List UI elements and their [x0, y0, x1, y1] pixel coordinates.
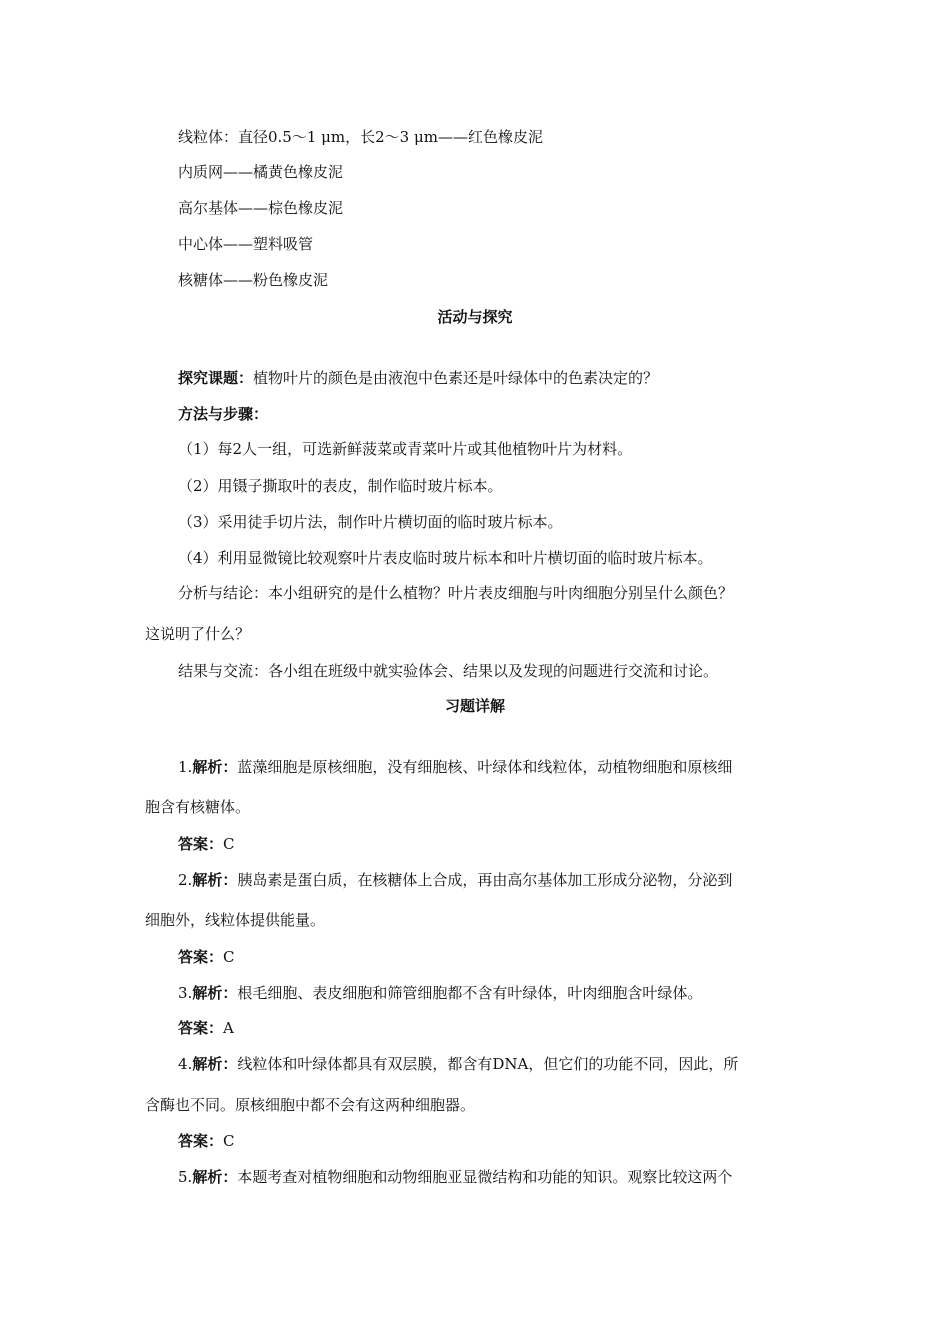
research-topic	[178, 368, 658, 388]
model-ribosome: 核糖体——粉色橡皮泥	[178, 271, 329, 289]
analysis-line-2: 这说明了什么？	[145, 625, 251, 643]
step-4: （4）利用显微镜比较观察叶片表皮临时玻片标本和叶片横切面的临时玻片标本。	[178, 549, 713, 567]
method-label: 方法与步骤：	[178, 405, 269, 423]
model-centrosome: 中心体——塑料吸管	[178, 235, 314, 253]
exercise-3-answer: 答案：A	[178, 1019, 234, 1037]
exercise-2-analysis: 2.解析：胰岛素是蛋白质，在核糖体上合成，再由高尔基体加工形成分泌物，分泌到	[178, 871, 733, 889]
exercise-1-analysis-cont: 胞含有核糖体。	[145, 798, 251, 816]
exercise-4-analysis: 4.解析：线粒体和叶绿体都具有双层膜，都含有DNA，但它们的功能不同，因此，所	[178, 1055, 739, 1073]
exercise-2-answer: 答案：C	[178, 948, 235, 966]
exercise-2-analysis-cont: 细胞外，线粒体提供能量。	[145, 911, 326, 929]
model-golgi: 高尔基体——棕色橡皮泥	[178, 199, 344, 217]
exercises-heading: 习题详解	[444, 697, 505, 715]
topic-text: 植物叶片的颜色是由液泡中色素还是叶绿体中的色素决定的？	[253, 369, 659, 387]
exercise-1-analysis: 1.解析：蓝藻细胞是原核细胞，没有细胞核、叶绿体和线粒体，动植物细胞和原核细	[178, 758, 733, 776]
model-er: 内质网——橘黄色橡皮泥	[178, 163, 344, 181]
exercise-3-analysis: 3.解析：根毛细胞、表皮细胞和筛管细胞都不含有叶绿体，叶肉细胞含叶绿体。	[178, 984, 703, 1002]
exercise-4-answer: 答案：C	[178, 1132, 235, 1150]
step-1: （1）每2人一组，可选新鲜菠菜或青菜叶片或其他植物叶片为材料。	[178, 440, 633, 458]
model-mitochondria: 线粒体：直径0.5～1 μm，长2～3 μm——红色橡皮泥	[178, 128, 543, 146]
exercise-1-answer: 答案：C	[178, 835, 235, 853]
step-3: （3）采用徒手切片法，制作叶片横切面的临时玻片标本。	[178, 513, 563, 531]
topic-label: 探究课题：	[178, 369, 254, 387]
activity-heading: 活动与探究	[437, 308, 513, 326]
result-text: 结果与交流：各小组在班级中就实验体会、结果以及发现的问题进行交流和讨论。	[178, 662, 719, 680]
analysis-line-1: 分析与结论：本小组研究的是什么植物？叶片表皮细胞与叶肉细胞分别呈什么颜色？	[178, 584, 734, 602]
exercise-5-analysis: 5.解析：本题考查对植物细胞和动物细胞亚显微结构和功能的知识。观察比较这两个	[178, 1168, 733, 1186]
exercise-4-analysis-cont: 含酶也不同。原核细胞中都不会有这两种细胞器。	[145, 1096, 476, 1114]
step-2: （2）用镊子撕取叶的表皮，制作临时玻片标本。	[178, 477, 503, 495]
